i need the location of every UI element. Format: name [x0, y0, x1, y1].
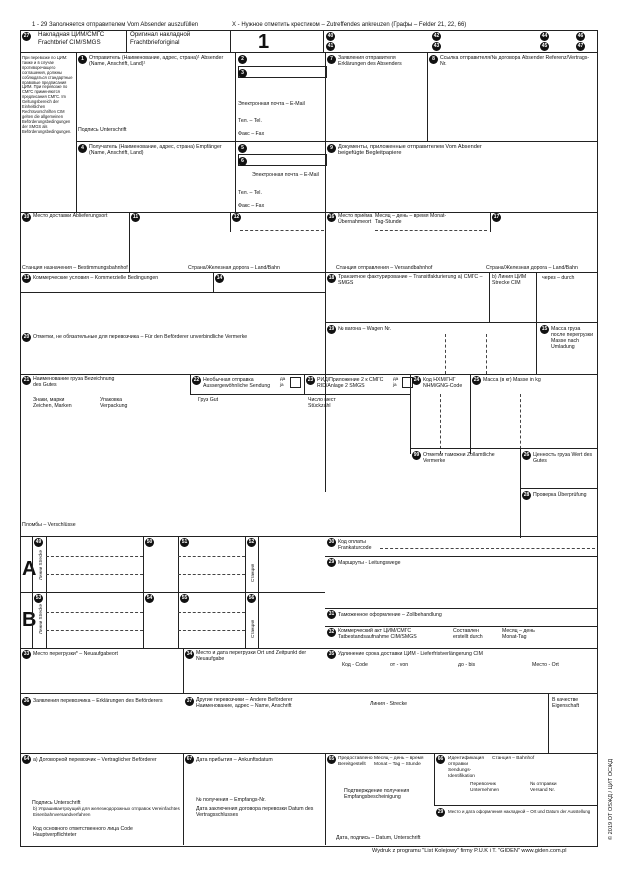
field-number-badge: 17 [493, 214, 500, 220]
form-rule [490, 212, 491, 232]
field-number-badge: 47 [577, 43, 584, 49]
field-number-badge: 29 [328, 559, 335, 565]
form-rule [76, 52, 77, 212]
form-rule [20, 292, 325, 293]
carrier-line: Линия - Strecke [370, 701, 408, 707]
field-number-badge: 67 [186, 756, 193, 762]
form-rule [238, 66, 327, 78]
carrier-company: Перевозчик Unternehmen [470, 782, 500, 793]
copyright-vertical: © 2019 OT OSЖД / ЦИТ OCЖД [608, 758, 614, 840]
sender-fax: Факс – Fax [238, 131, 265, 137]
form-rule [520, 394, 521, 454]
field-number-badge: 25 [473, 377, 480, 383]
field-number-badge: 99 [413, 452, 420, 458]
consignee-tel: Тел. – Tel. [238, 190, 262, 196]
cim-line: b) Линия ЦИМ Strecke CIM [492, 274, 527, 286]
form-rule [46, 630, 143, 631]
field-number-badge: 21 [23, 377, 30, 383]
form-rule [489, 272, 490, 322]
field-number-badge: 28 [523, 492, 530, 498]
form-rule [190, 374, 191, 394]
sender-tel: Тел. – Tel. [238, 118, 262, 124]
customs-clearance: Таможенное оформление – Zollbehandlung [338, 612, 442, 618]
field-number-badge: 24 [413, 377, 420, 383]
other-carriers: Другие перевозчики – Andere Beförderer Наименование, адрес – Name, Anschrift [196, 697, 293, 709]
form-rule [445, 334, 446, 374]
field-number-badge: 29 [437, 809, 444, 815]
form-rule [20, 536, 597, 537]
field-number-badge: 14 [216, 275, 223, 281]
form-rule [434, 805, 597, 806]
form-rule [325, 322, 597, 323]
carrier-declarations: Заявления перевозчика – Erklärungen des Beförderers [33, 698, 163, 704]
mass-kg: Масса (в кг) Masse in kg [483, 377, 541, 383]
lane-b: B [22, 609, 37, 631]
form-rule [178, 574, 245, 575]
packing-label: Упаковка Verpackung [100, 397, 128, 409]
extension-code: Код - Code [342, 662, 368, 668]
bottom-signature: Подпись Unterschrift [32, 800, 81, 806]
field-number-badge: 11 [132, 214, 139, 220]
form-rule [183, 648, 184, 693]
goods-description: Наименование груза Bezeichnung des Gutes [33, 376, 115, 388]
form-rule [178, 536, 179, 648]
acceptance-date: Месяц – день – время Monat-Tag-Stunde [375, 213, 447, 225]
field-number-badge: 34 [186, 651, 193, 657]
place-date-issue: Место и дата оформления накладной – Ort und Datum der Ausstellung [448, 809, 591, 814]
extension-from: от - von [390, 662, 409, 668]
form-rule [20, 374, 597, 375]
field-number-badge: 18 [328, 275, 335, 281]
pieces-label: Число мест Stückzahl [308, 397, 336, 409]
departure-country: Страна/Железная дорога – Land/Bahn [486, 265, 578, 271]
form-rule [46, 574, 143, 575]
form-rule [325, 753, 326, 845]
form-rule [178, 612, 245, 613]
field-number-badge: 65 [328, 756, 335, 762]
customs-notes: Отметки таможни Zollamtliche Vermerke [423, 452, 495, 464]
form-rule [183, 753, 184, 845]
field-number-badge: 23 [307, 377, 314, 383]
identification: Идентификация отправки Sendungs-Identifikation [448, 756, 484, 779]
field-number-badge: 49 [35, 539, 42, 545]
field-number-badge: 10 [23, 214, 30, 220]
form-rule [143, 536, 144, 648]
field-number-badge: 6 [238, 157, 247, 166]
form-rule [230, 212, 231, 232]
form-rule [126, 30, 127, 52]
field-number-badge: 12 [233, 214, 240, 220]
presented-date: Месяц – день – время Monat – Tag – Stunde [374, 756, 424, 767]
field-number-badge: 26 [523, 452, 530, 458]
signature-label: Подпись Unterschrift [78, 127, 127, 133]
form-rule [380, 548, 595, 549]
form-rule [46, 612, 143, 613]
commercial-act: Коммерческий акт ЦИМ/СМГС Tatbestandsaufnahme CIM/SMGS [338, 628, 417, 640]
marks-label: Знаки, марки Zeichen, Marken [33, 397, 72, 409]
form-rule [129, 212, 130, 272]
departure-station: Станция отправления – Versandbahnhof [336, 265, 433, 271]
field-number-badge: 40 [327, 33, 334, 39]
identification-station: Станция – Bahnhof [492, 756, 535, 761]
field-number-badge: 27 [23, 33, 30, 39]
field-number-badge: 32 [328, 629, 335, 635]
field-number-badge: 41 [327, 43, 334, 49]
presented: Предоставлено Bereitgestellt [338, 756, 373, 767]
sender-declarations: Заявления отправителя Erklärungen des Absenders [338, 55, 402, 67]
act-date: Месяц – день Monat-Tag [502, 628, 535, 640]
form-rule [46, 536, 47, 648]
form-rule [470, 374, 471, 454]
copy-number: 1 [258, 31, 270, 53]
destination-station: Станция назначения – Bestimmungsbahnhof [22, 265, 128, 271]
form-rule [20, 753, 597, 754]
documents-attached: Документы, приложенные отправителем Vom Absender beigefügte Begleitpapiere [338, 144, 482, 156]
sender-label: Отправитель (Наименование, адрес, страна)¹ Absender (Name, Anschrift, Land)¹ [89, 55, 224, 67]
form-rule [20, 648, 597, 649]
original-line2: Frachtbrieforiginal [130, 39, 180, 46]
exceptional-checkbox[interactable] [290, 377, 301, 388]
side-note: При перевозке по ЦИМ: также и в случае противоречащего соглашения, должны соблюдаться стандартные правовые предписания ЦИМ. При перевозке по СМГС применяются предписания СМГС. Im Geltungsbereich der Einheitlichen Rechtsvorschriften CIM gelten die allgemeinen Beförderungsbedingungen der SMGS als Beförderungsbedingungen. [22, 55, 73, 134]
field-number-badge: 4 [78, 144, 87, 153]
date-signature: Дата, подпись – Datum, Unterschrift [336, 835, 421, 841]
field-number-badge: 52 [248, 539, 255, 545]
carrier-notes: Отметки, не обязательные для перевозчика – Für den Beförderer unverbindliche Vermerke [33, 334, 248, 340]
field-number-badge: 9 [327, 144, 336, 153]
field-number-badge: 3 [238, 69, 247, 78]
form-rule [434, 753, 435, 805]
extension-place: Место - Ort [532, 662, 559, 668]
form-rule [440, 394, 441, 454]
field-number-badge: 5 [238, 144, 247, 153]
field-number-badge: 45 [541, 43, 548, 49]
receipt-number: № получения – Empfangs-Nr. [196, 797, 266, 803]
field-number-badge: 56 [248, 595, 255, 601]
consignee-fax: Факс – Fax [238, 203, 265, 209]
form-rule [46, 556, 143, 557]
form-rule [410, 374, 411, 454]
form-rule [258, 536, 259, 648]
transshipment-point: Место и дата перегрузки Ort und Zeitpunkt der Neuaufgabe [196, 650, 307, 662]
form-rule [536, 272, 537, 322]
form-rule [178, 630, 245, 631]
acceptance-place: Место приёма Übernahmeort [338, 213, 373, 225]
compiled-by: Составлен erstellt durch [453, 628, 483, 640]
contract-date: Дата заключения договора перевозки Datum des Vertragsschlusses [196, 806, 314, 818]
station-label-b: Станция [250, 619, 255, 638]
field-number-badge: 19 [328, 326, 335, 332]
form-rule [325, 141, 597, 142]
field-number-badge: 44 [541, 33, 548, 39]
form-rule [536, 322, 537, 374]
goods-value: Ценность груза Wert des Gutes [533, 452, 593, 464]
field-number-badge: 37 [186, 698, 193, 704]
verification: Проверка Überprüfung [533, 492, 587, 498]
form-rule [76, 141, 325, 142]
field-number-badge: 43 [433, 43, 440, 49]
transit-invoicing: Транзитное фактурирование – Transitfakturierung а) СМГС – SMGS [338, 274, 483, 286]
exceptional-yes: да ja [280, 376, 286, 387]
form-rule [178, 556, 245, 557]
field-number-badge: 33 [23, 651, 30, 657]
field-number-badge: 15 [541, 326, 548, 332]
lines-label-b: Линии Strecke [38, 603, 43, 634]
title-line2: Frachtbrief CIM/SMGS [38, 39, 101, 46]
form-rule [427, 52, 428, 141]
field-number-badge: 2 [238, 55, 247, 64]
field-number-badge: 22 [193, 377, 200, 383]
header-left: 1 - 29 Заполняется отправителем Vom Absender auszufüllen [32, 22, 199, 28]
carrier-role: В качестве Eigenschaft [552, 697, 580, 709]
seals-label: Пломбы – Verschlüsse [22, 522, 76, 528]
field-number-badge: 31 [328, 611, 335, 617]
form-rule [323, 30, 324, 52]
form-rule [486, 334, 487, 374]
form-rule [20, 592, 325, 593]
extension-to: до - bis [458, 662, 476, 668]
destination-country: Страна/Железная дорога – Land/Bahn [188, 265, 280, 271]
printer-credit: Wydruk z programu "List Kolejowy" firmy P.U.K i T. "GIDEN" www.giden.com.pl [372, 848, 567, 854]
field-number-badge: 36 [23, 698, 30, 704]
form-rule [325, 626, 597, 627]
nhm-code: Код НХМ/ГНГ NHM/GNG-Code [423, 377, 463, 389]
field-number-badge: 20 [23, 334, 30, 340]
field-number-badge: 30 [328, 539, 335, 545]
field-number-badge: 13 [23, 275, 30, 281]
field-number-badge: 35 [328, 651, 335, 657]
field-number-badge: 8 [429, 55, 438, 64]
wagon-number: № вагона – Wagen Nr. [338, 326, 392, 332]
routes-label: Маршруты - Leitungswege [338, 560, 401, 566]
sender-reference: Ссылка отправителя/№ договора Absender Referenz/Vertrags-Nr. [440, 55, 590, 67]
form-rule [20, 693, 597, 694]
field-number-badge: 7 [327, 55, 336, 64]
form-rule [410, 448, 597, 449]
field-number-badge: 42 [433, 33, 440, 39]
form-rule [230, 30, 231, 52]
field-number-badge: 53 [35, 595, 42, 601]
form-rule [520, 488, 597, 489]
commercial-terms: Коммерческие условия – Kommerzielle Bedingungen [33, 275, 159, 281]
goods-label: Груз Gut [198, 397, 219, 403]
rid-annex: РИД/Приложение 2 к СМГС RID/Anlage 2 SMGS [317, 377, 384, 389]
field-number-badge: 55 [181, 595, 188, 601]
field-number-badge: 64 [23, 756, 30, 762]
payment-code: Код оплаты Frankaturcode [338, 539, 372, 551]
simplified-procedure: b) Упрашиваетроущий для железнодорожных отправок Vereinfachtes Eisenbahnversandverfahren [33, 806, 180, 817]
lane-a: A [22, 558, 37, 580]
lines-label-a: Линии Strecke [38, 549, 43, 580]
consignee-email: Электронная почта – E-Mail [252, 172, 319, 178]
exceptional-consignment: Необычная отправка Aussergewöhnliche Sendung [203, 377, 271, 389]
form-rule [548, 693, 549, 753]
receipt-confirmation: Подтверждение получения Empfangsbescheinigung [344, 788, 410, 800]
sender-email: Электронная почта – E-Mail [238, 101, 305, 107]
field-number-badge: 51 [181, 539, 188, 545]
form-rule [190, 394, 410, 395]
delivery-place: Место доставки Ablieferungsort [33, 213, 108, 219]
header-right: X - Нужное отметить крестиком – Zutreffendes ankreuzen (Графы – Felder 21, 22, 66) [232, 22, 467, 28]
form-rule [325, 556, 597, 557]
field-number-badge: 1 [78, 55, 87, 64]
form-rule [235, 52, 236, 212]
form-rule [520, 448, 521, 538]
form-rule [245, 536, 246, 648]
title-line1: Накладная ЦИМ/СМГС [38, 31, 105, 38]
field-number-badge: 46 [577, 33, 584, 39]
form-rule [375, 230, 487, 231]
principal-code: Код основного ответственного лица Code Hauptverpflichteter [33, 826, 133, 838]
field-number-badge: 54 [146, 595, 153, 601]
form-rule [304, 374, 305, 394]
form-rule [240, 230, 324, 231]
contract-carrier: а) Договорной перевозчик – Vertraglicher Beförderer [33, 757, 157, 763]
consignee-label: Получатель (Наименование, адрес, страна) Empfänger (Name, Anschrift, Land) [89, 144, 222, 156]
delivery-extension: Удлинение срока доставки ЦИМ - Lieferfristverlängerung CIM [338, 651, 483, 657]
form-rule [20, 52, 597, 53]
shipment-number: № отправки Versand Nr. [530, 782, 557, 793]
original-line1: Оригинал накладной [130, 31, 191, 38]
form-rule [325, 608, 597, 609]
field-number-badge: 66 [437, 756, 444, 762]
field-number-badge: 16 [328, 214, 335, 220]
mass-after-transshipment: Масса груза после перегрузки Masse nach Umladung [551, 326, 593, 350]
field-number-badge: 50 [146, 539, 153, 545]
station-label-a: Станция [250, 563, 255, 582]
arrival-date: Дата прибытия – Ankunftsdatum [196, 757, 273, 763]
form-rule [20, 272, 597, 273]
rid-yes: да ja [393, 376, 399, 387]
transshipment-place: Место перегрузки* – Neuaufgabeort [33, 651, 118, 657]
form-rule [238, 154, 327, 166]
via-label: через – durch [542, 275, 575, 281]
form-rule [213, 272, 214, 292]
